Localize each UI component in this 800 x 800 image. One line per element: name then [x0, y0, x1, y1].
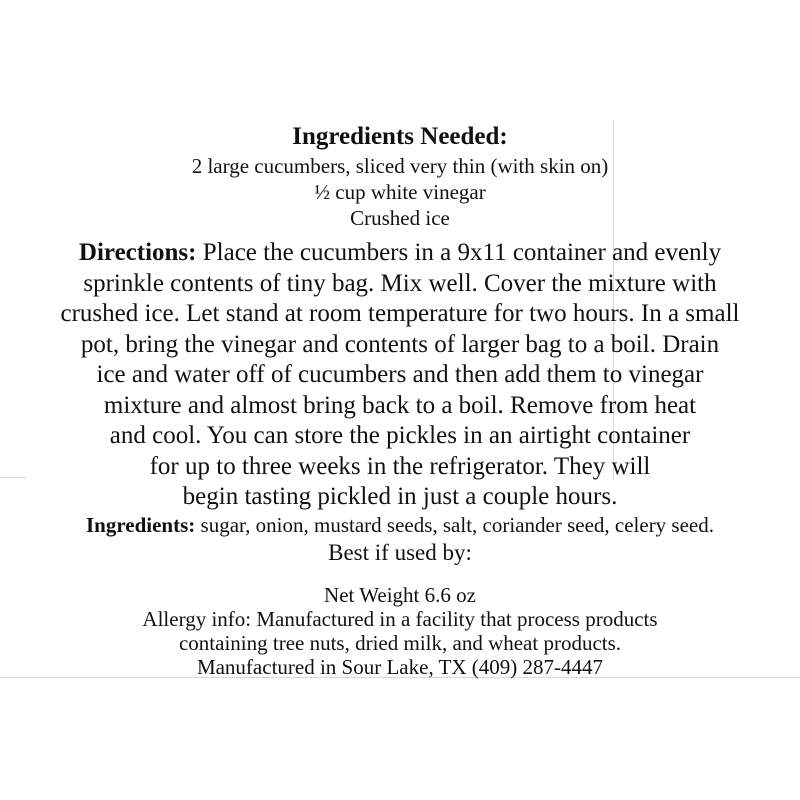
- directions-line: crushed ice. Let stand at room temperature for two hours. In a small: [60, 300, 740, 327]
- directions-line: pot, bring the vinegar and contents of larger bag to a boil. Drain: [80, 330, 720, 358]
- allergy-info: containing tree nuts, dried milk, and wheat products.: [178, 631, 622, 655]
- footer-section: [0, 583, 800, 679]
- allergy-info: Allergy info: Manufactured in a facility that process products: [142, 607, 658, 631]
- directions-line: [0, 238, 800, 269]
- needed-item: Crushed ice: [350, 206, 450, 230]
- directions-line: sprinkle contents of tiny bag. Mix well. Cover the mixture with: [83, 269, 717, 297]
- directions-heading: Directions:: [78, 239, 197, 266]
- directions-line: and cool. You can store the pickles in an airtight container: [109, 422, 691, 449]
- net-weight: Net Weight 6.6 oz: [324, 583, 476, 607]
- ingredients-needed-section: [0, 121, 800, 231]
- needed-item: 2 large cucumbers, sliced very thin (with skin on): [191, 154, 609, 178]
- ingredients-text: sugar, onion, mustard seeds, salt, coriander seed, celery seed.: [195, 513, 715, 537]
- ingredients-heading: Ingredients:: [85, 513, 196, 537]
- best-by-label: Best if used by:: [328, 540, 472, 565]
- manufacturer-info: Manufactured in Sour Lake, TX (409) 287-4447: [196, 655, 604, 679]
- directions-section: [0, 238, 800, 513]
- ingredients-section: [0, 511, 800, 539]
- directions-line: begin tasting pickled in just a couple hours.: [182, 483, 618, 510]
- directions-line: mixture and almost bring back to a boil. Remove from heat: [103, 391, 697, 419]
- ingredients-needed-title: Ingredients Needed:: [292, 123, 508, 150]
- directions-text: Place the cucumbers in a 9x11 container and evenly: [196, 239, 722, 266]
- directions-line: for up to three weeks in the refrigerator. They will: [149, 452, 651, 480]
- directions-line: ice and water off of cucumbers and then add them to vinegar: [96, 361, 704, 388]
- needed-item: ½ cup white vinegar: [314, 180, 486, 204]
